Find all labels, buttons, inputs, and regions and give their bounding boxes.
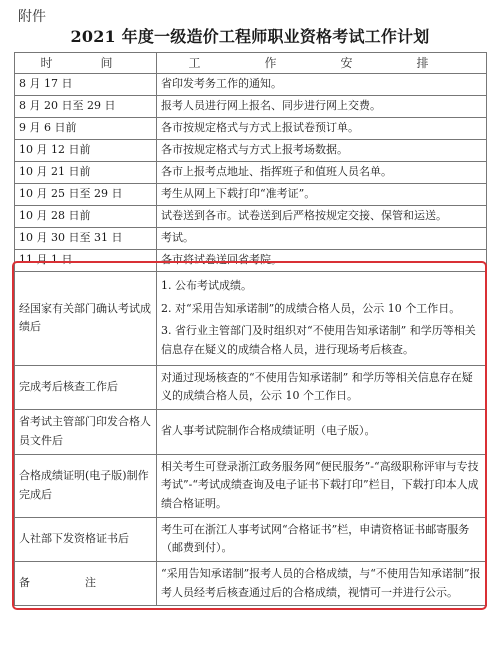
row-time: 经国家有关部门确认考试成绩后 bbox=[15, 272, 157, 366]
table-row-issue-list bbox=[15, 410, 487, 454]
table-row bbox=[15, 184, 487, 206]
row-time: 省考试主管部门印发合格人员文件后 bbox=[15, 410, 157, 454]
row-time: 10 月 12 日前 bbox=[15, 140, 157, 162]
table-row bbox=[15, 140, 487, 162]
table-row bbox=[15, 228, 487, 250]
table-row-remark bbox=[15, 561, 487, 605]
table-header-row bbox=[15, 53, 487, 74]
row-work: “采用告知承诺制”报考人员的合格成绩，与“不使用告知承诺制”报考人员经考后核查通过后的合格成绩，视情可一并进行公示。 bbox=[157, 561, 487, 605]
row-time: 人社部下发资格证书后 bbox=[15, 517, 157, 561]
row-time: 8 月 20 日至 29 日 bbox=[15, 96, 157, 118]
table-row bbox=[15, 162, 487, 184]
table-row bbox=[15, 118, 487, 140]
work-line: 2. 对“采用告知承诺制”的成绩合格人员，公示 10 个工作日。 bbox=[161, 301, 461, 315]
row-time: 10 月 30 日至 31 日 bbox=[15, 228, 157, 250]
row-work: 各市将试卷送回省考院。 bbox=[157, 250, 487, 272]
row-time: 备 注 bbox=[15, 561, 157, 605]
row-time: 10 月 25 日至 29 日 bbox=[15, 184, 157, 206]
row-work bbox=[157, 272, 487, 366]
row-work: 试卷送到各市。试卷送到后严格按规定交接、保管和运送。 bbox=[157, 206, 487, 228]
row-time: 11 月 1 日 bbox=[15, 250, 157, 272]
row-time: 8 月 17 日 bbox=[15, 74, 157, 96]
row-time: 9 月 6 日前 bbox=[15, 118, 157, 140]
row-time: 完成考后核查工作后 bbox=[15, 365, 157, 409]
row-work: 考试。 bbox=[157, 228, 487, 250]
table-row bbox=[15, 206, 487, 228]
row-work: 考生从网上下载打印“准考证”。 bbox=[157, 184, 487, 206]
row-work: 相关考生可登录浙江政务服务网“便民服务”-“高级职称评审与专技考试”-“考试成绩查询及电子证书下载打印”栏目，下载打印本人成绩合格证明。 bbox=[157, 454, 487, 517]
table-row bbox=[15, 74, 487, 96]
row-work: 各市上报考点地址、指挥班子和值班人员名单。 bbox=[157, 162, 487, 184]
work-line: 1. 公布考试成绩。 bbox=[161, 279, 252, 292]
row-work: 报考人员进行网上报名、同步进行网上交费。 bbox=[157, 96, 487, 118]
header-work: 工 作 安 排 bbox=[157, 53, 487, 74]
table-row-score-proof bbox=[15, 454, 487, 517]
row-work: 省印发考务工作的通知。 bbox=[157, 74, 487, 96]
schedule-table bbox=[14, 52, 487, 606]
row-work: 对通过现场核查的“不使用告知承诺制” 和学历等相关信息存在疑义的成绩合格人员，公示 10 个工作日。 bbox=[157, 365, 487, 409]
row-time: 合格成绩证明(电子版)制作完成后 bbox=[15, 454, 157, 517]
table-row-post-review bbox=[15, 365, 487, 409]
row-time: 10 月 28 日前 bbox=[15, 206, 157, 228]
table-row-confirm-scores bbox=[15, 272, 487, 366]
row-work: 省人事考试院制作合格成绩证明（电子版）。 bbox=[157, 410, 487, 454]
annex-label: 附件 bbox=[18, 9, 46, 25]
table-row bbox=[15, 96, 487, 118]
row-time: 10 月 21 日前 bbox=[15, 162, 157, 184]
work-line: 3. 省行业主管部门及时组织对“不使用告知承诺制” 和学历等相关信息存在疑义的成绩合格人员，进行现场考后核查。 bbox=[161, 324, 476, 357]
header-time: 时 间 bbox=[15, 53, 157, 74]
document-title: 2021 年度一级造价工程师职业资格考试工作计划 bbox=[70, 27, 430, 46]
table-row bbox=[15, 250, 487, 272]
row-work: 各市按规定格式与方式上报试卷预订单。 bbox=[157, 118, 487, 140]
table-row-certificate bbox=[15, 517, 487, 561]
row-work: 各市按规定格式与方式上报考场数据。 bbox=[157, 140, 487, 162]
row-work: 考生可在浙江人事考试网“合格证书”栏，申请资格证书邮寄服务（邮费到付）。 bbox=[157, 517, 487, 561]
